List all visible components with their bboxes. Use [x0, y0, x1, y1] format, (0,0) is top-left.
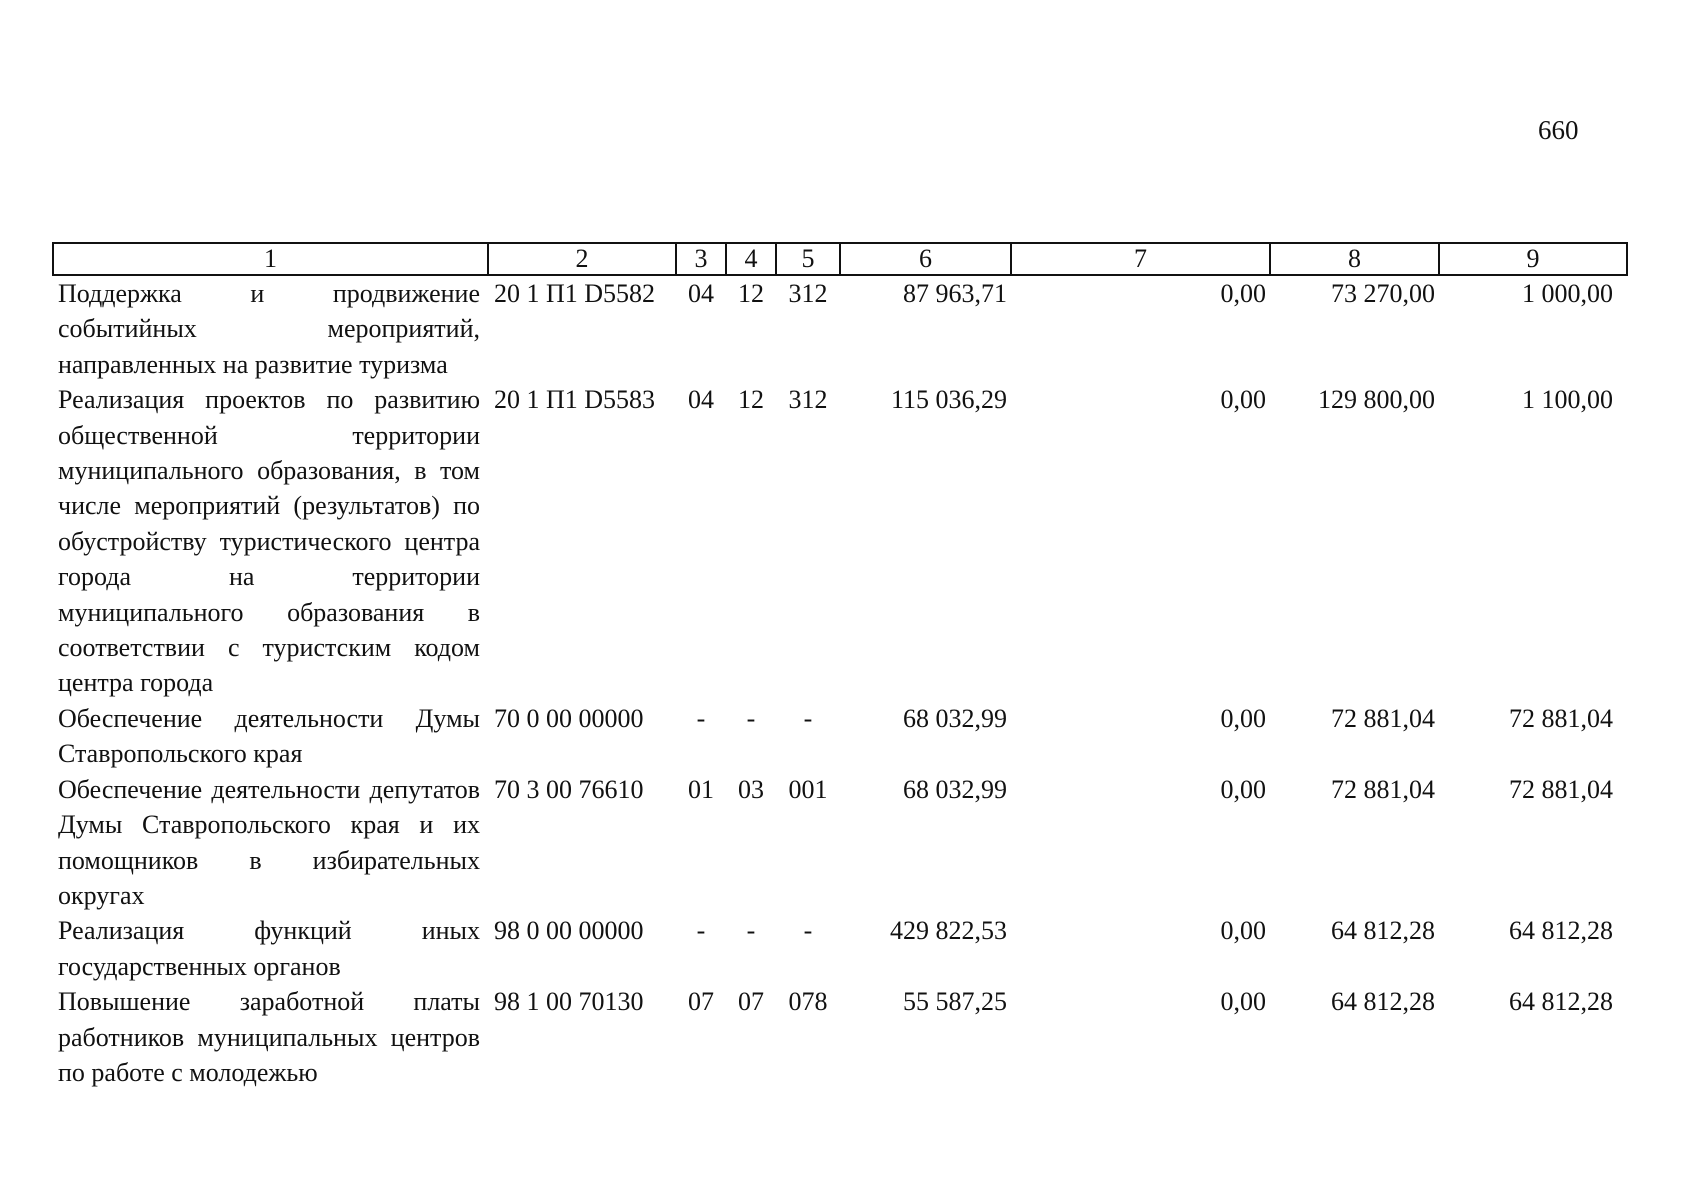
table-row — [53, 382, 1627, 701]
row-col9-cell: 1 000,00 — [1522, 279, 1613, 308]
table-row — [53, 984, 1627, 1090]
table-row — [53, 913, 1627, 984]
row-type-cell: 001 — [788, 774, 828, 804]
row-col7-cell: 0,00 — [1220, 774, 1266, 804]
row-col7-cell: 0,00 — [1220, 385, 1266, 415]
table-row — [53, 275, 1627, 382]
row-col7-cell: 0,00 — [1220, 703, 1266, 733]
column-header-9: 9 — [1439, 243, 1627, 275]
row-col8-cell: 64 812,28 — [1331, 987, 1435, 1017]
row-code-cell: 70 3 00 76610 — [494, 774, 644, 804]
row-col6-cell: 115 036,29 — [890, 385, 1007, 415]
column-header-5: 5 — [776, 243, 840, 275]
row-type-cell: 312 — [788, 279, 828, 308]
row-code-cell: 20 1 П1 D5582 — [494, 279, 656, 308]
row-name-cell: Обеспечение деятельности Думы Ставропольского края — [58, 703, 480, 769]
row-col9-cell: 64 812,28 — [1509, 916, 1613, 946]
row-col8-cell: 64 812,28 — [1331, 916, 1435, 946]
row-col9-cell: 64 812,28 — [1509, 987, 1613, 1017]
table-row — [53, 772, 1627, 914]
table-header-row — [53, 243, 1627, 275]
row-subsection-cell: - — [746, 703, 756, 733]
row-col8-cell: 73 270,00 — [1331, 279, 1435, 308]
column-header-1: 1 — [53, 243, 488, 275]
row-col6-cell: 429 822,53 — [890, 916, 1007, 946]
row-code-cell: 98 0 00 00000 — [494, 916, 644, 946]
row-col6-cell: 55 587,25 — [903, 987, 1007, 1017]
row-name-cell: Реализация функций иных государственных органов — [58, 916, 480, 981]
row-type-cell: 078 — [788, 987, 828, 1017]
page-number: 660 — [1538, 115, 1579, 145]
row-type-cell: - — [803, 916, 813, 946]
row-subsection-cell: 12 — [738, 279, 764, 308]
budget-table — [52, 242, 1628, 1090]
row-section-cell: - — [696, 703, 706, 733]
row-subsection-cell: 03 — [738, 774, 764, 804]
row-subsection-cell: 12 — [738, 385, 764, 415]
row-col6-cell: 68 032,99 — [903, 774, 1007, 804]
column-header-7: 7 — [1011, 243, 1270, 275]
row-col6-cell: 68 032,99 — [903, 703, 1007, 733]
row-section-cell: 07 — [688, 987, 714, 1017]
column-header-3: 3 — [676, 243, 726, 275]
column-header-4: 4 — [726, 243, 776, 275]
row-code-cell: 20 1 П1 D5583 — [494, 385, 656, 415]
row-col8-cell: 129 800,00 — [1318, 385, 1435, 415]
row-section-cell: - — [696, 916, 706, 946]
column-header-8: 8 — [1270, 243, 1439, 275]
row-section-cell: 04 — [688, 279, 714, 308]
row-col7-cell: 0,00 — [1220, 279, 1266, 308]
row-name-cell: Повышение заработной платы работников муниципальных центров по работе с молодежью — [58, 987, 480, 1087]
row-name-cell: Реализация проектов по развитию общественной территории муниципального образования, в том числе мероприятий (результатов) по обустройству туристического центра города на территории муниципального образования в соответствии с туристским кодом центра города — [58, 385, 480, 698]
row-code-cell: 98 1 00 70130 — [494, 987, 644, 1017]
row-subsection-cell: 07 — [738, 987, 764, 1017]
row-col9-cell: 72 881,04 — [1509, 703, 1613, 733]
row-col7-cell: 0,00 — [1220, 916, 1266, 946]
row-col9-cell: 72 881,04 — [1509, 774, 1613, 804]
row-section-cell: 01 — [688, 774, 714, 804]
row-type-cell: 312 — [788, 385, 828, 415]
row-type-cell: - — [803, 703, 813, 733]
column-header-2: 2 — [488, 243, 676, 275]
row-col8-cell: 72 881,04 — [1331, 774, 1435, 804]
row-col9-cell: 1 100,00 — [1522, 385, 1613, 415]
column-header-6: 6 — [840, 243, 1011, 275]
row-subsection-cell: - — [746, 916, 756, 946]
row-col8-cell: 72 881,04 — [1331, 703, 1435, 733]
row-section-cell: 04 — [688, 385, 714, 415]
row-code-cell: 70 0 00 00000 — [494, 703, 644, 733]
row-col7-cell: 0,00 — [1220, 987, 1266, 1017]
row-name-cell: Поддержка и продвижение событийных мероприятий, направленных на развитие туризма — [58, 279, 480, 379]
table-row — [53, 701, 1627, 772]
row-col6-cell: 87 963,71 — [903, 279, 1007, 308]
row-name-cell: Обеспечение деятельности депутатов Думы Ставропольского края и их помощников в избирательных округах — [58, 774, 480, 910]
